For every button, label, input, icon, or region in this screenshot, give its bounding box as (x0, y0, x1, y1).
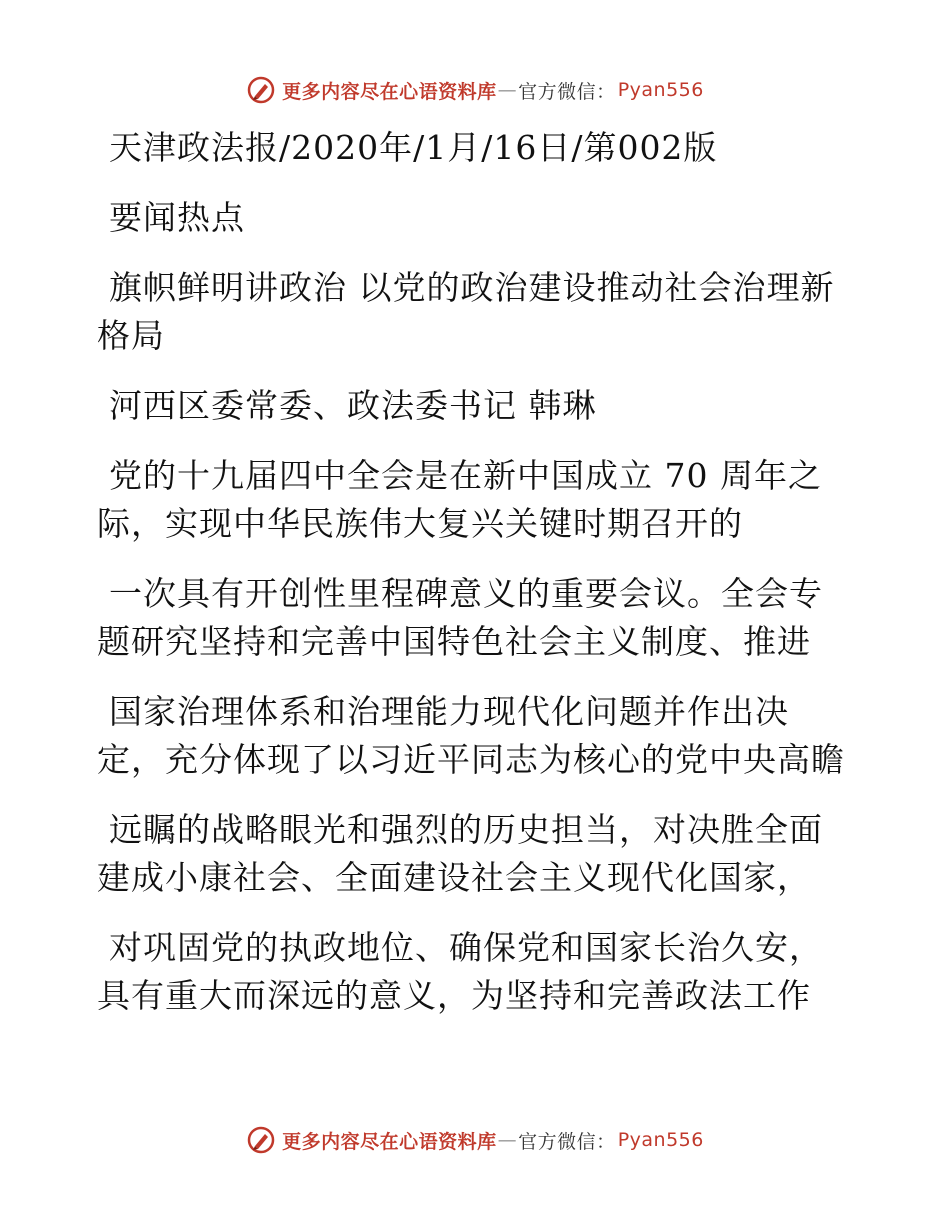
text-line: 建成小康社会、全面建设社会主义现代化国家， (97, 858, 811, 897)
text-line: 旗帜鲜明讲政治 以党的政治建设推动社会治理新 (109, 268, 835, 307)
watermark-official: 官方微信： (518, 1130, 616, 1153)
text-line: 国家治理体系和治理能力现代化问题并作出决 (109, 692, 789, 731)
footer-watermark (0, 1120, 950, 1160)
watermark-brand: 更多内容尽在心语资料库 (282, 1130, 497, 1153)
text-line: 河西区委常委、政法委书记 韩琳 (109, 386, 597, 425)
text-line: 天津政法报/2020年/1月/16日/第002版 (109, 128, 718, 167)
watermark-dash: — (497, 1129, 518, 1151)
text-line: 具有重大而深远的意义，为坚持和完善政法工作 (97, 976, 811, 1015)
article-body (97, 124, 857, 1020)
text-line: 定，充分体现了以习近平同志为核心的党中央高瞻 (97, 740, 845, 779)
watermark-wechat-id: Pyan556 (617, 1129, 704, 1151)
pen-logo-icon (246, 1125, 276, 1155)
text-line: 远瞩的战略眼光和强烈的历史担当，对决胜全面 (109, 810, 823, 849)
watermark-wechat-id: Pyan556 (617, 79, 704, 101)
text-line: 党的十九届四中全会是在新中国成立 70 周年之 (109, 456, 822, 495)
text-line: 题研究坚持和完善中国特色社会主义制度、推进 (97, 622, 811, 661)
header-watermark (0, 70, 950, 110)
watermark-brand: 更多内容尽在心语资料库 (282, 80, 497, 103)
watermark-official: 官方微信： (518, 80, 616, 103)
text-line: 际，实现中华民族伟大复兴关键时期召开的 (97, 504, 743, 543)
text-line: 要闻热点 (109, 198, 245, 237)
watermark-dash: — (497, 79, 518, 101)
text-line: 格局 (97, 316, 165, 355)
pen-logo-icon (246, 75, 276, 105)
text-line: 一次具有开创性里程碑意义的重要会议。全会专 (109, 574, 823, 613)
text-line: 对巩固党的执政地位、确保党和国家长治久安， (109, 928, 823, 967)
